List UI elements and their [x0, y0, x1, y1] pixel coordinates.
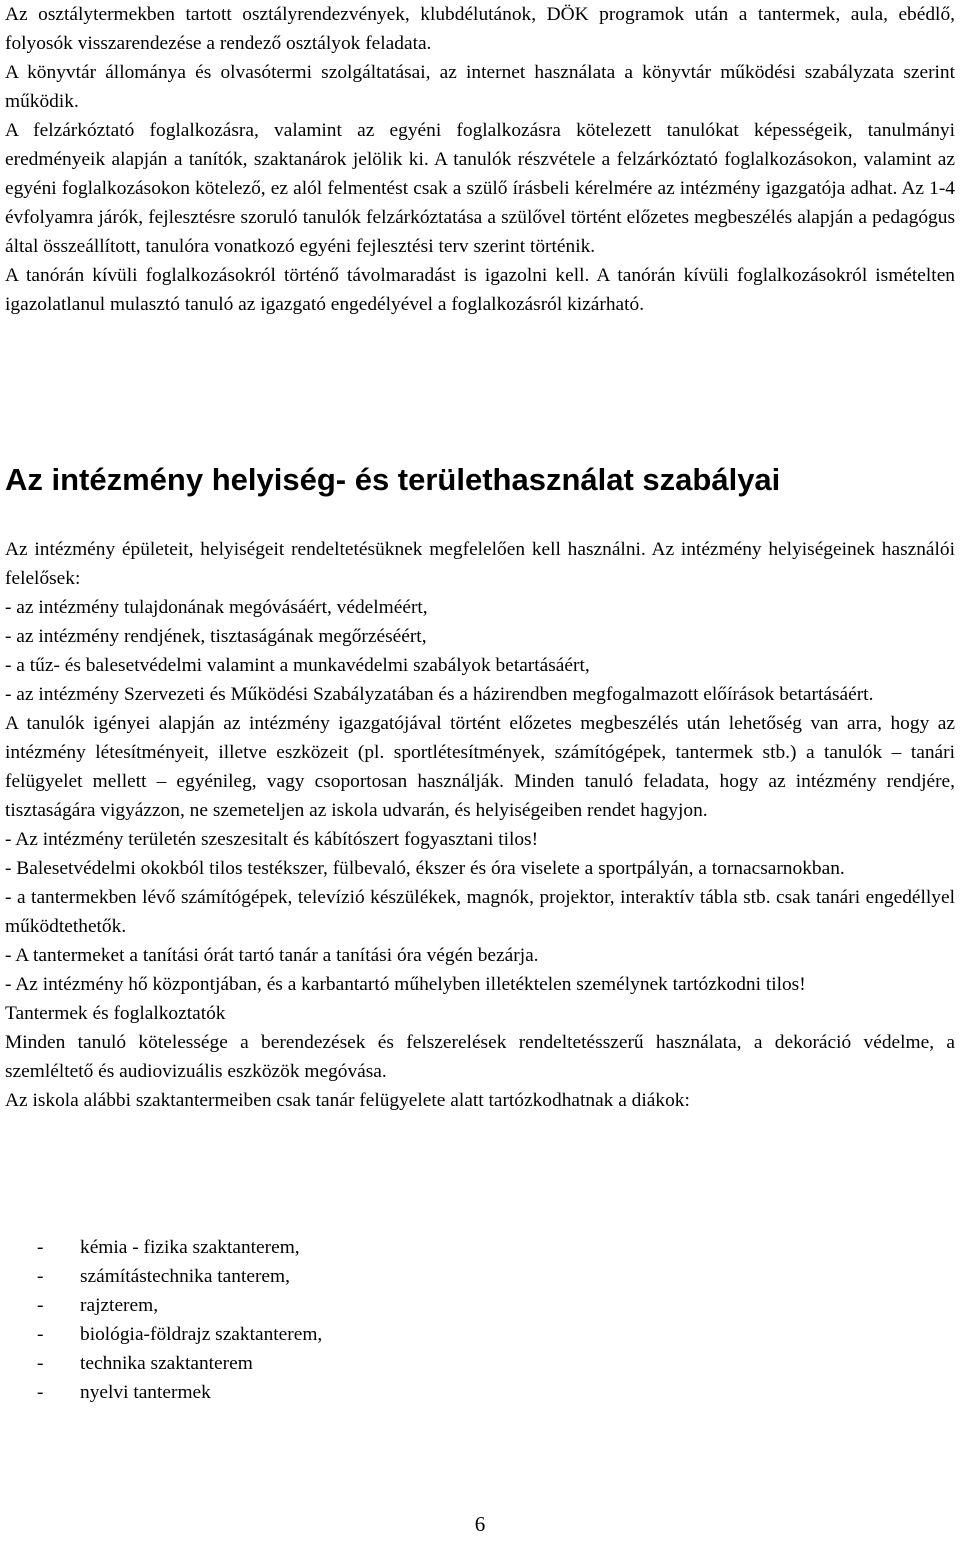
paragraph-absence: A tanórán kívüli foglalkozásokról történő távolmaradást is igazolni kell. A tanórán kívüli foglalkozásokról ismételten igazolatlanul mulasztó tanuló az igazgató engedélyével a foglalkozásról kizárható. [5, 265, 955, 315]
list-item-text: rajzterem, [80, 1295, 159, 1316]
facility-rules-section [5, 535, 955, 1115]
list-item [5, 1320, 905, 1349]
list-item-text: biológia-földrajz szaktanterem, [80, 1324, 323, 1345]
responsibility-item: - az intézmény rendjének, tisztaságának megőrzéséért, [5, 626, 427, 647]
list-item [5, 1349, 905, 1378]
list-dash: - [37, 1237, 44, 1258]
list-item [5, 1233, 905, 1262]
page-number: 6 [474, 1512, 486, 1536]
paragraph-building-use: Az intézmény épületeit, helyiségeit rendeltetésüknek megfelelően kell használni. Az intézmény helyiségeinek használói felelősek: [5, 539, 955, 589]
list-dash: - [37, 1353, 44, 1374]
specialist-rooms-list [5, 1233, 905, 1407]
responsibility-item: - az intézmény tulajdonának megóvásáért, védelméért, [5, 597, 428, 618]
rule-item: - Az intézmény területén szeszesitalt és kábítószert fogyasztani tilos! [5, 829, 539, 850]
subheading-classrooms: Tantermek és foglalkoztatók [5, 1003, 226, 1024]
section-heading: Az intézmény helyiség- és területhasználat szabályai [5, 462, 781, 497]
list-item-text: technika szaktanterem [80, 1353, 253, 1374]
list-item-text: kémia - fizika szaktanterem, [80, 1237, 300, 1258]
paragraph-library: A könyvtár állománya és olvasótermi szolgáltatásai, az internet használata a könyvtár működési szabályzata szerint működik. [5, 62, 955, 112]
paragraph-classroom-rearrangement: Az osztálytermekben tartott osztályrendezvények, klubdélutánok, DÖK programok után a tantermek, aula, ebédlő, folyosók visszarendezése a rendező osztályok feladata. [5, 4, 955, 54]
rule-item: - Balesetvédelmi okokból tilos testékszer, fülbevaló, ékszer és óra viselete a sportpályán, a tornacsarnokban. [5, 858, 845, 879]
rule-item: - a tantermekben lévő számítógépek, televízió készülékek, magnók, projektor, interaktív tábla stb. csak tanári engedéllyel működtethetők. [5, 887, 955, 937]
list-dash: - [37, 1295, 44, 1316]
list-item-text: számítástechnika tanterem, [80, 1266, 290, 1287]
paragraph-catch-up-sessions: A felzárkóztató foglalkozásra, valamint az egyéni foglalkozásra kötelezett tanulókat képességeik, tanulmányi eredményeik alapján a tanítók, szaktanárok jelölik ki. A tanulók részvétele a felzárkóztató foglalkozásokon, valamint az egyéni foglalkozásokon kötelező, ez alól felmentést csak a szülő írásbeli kérelmére az intézmény igazgatója adhat. Az 1-4 évfolyamra járók, fejlesztésre szoruló tanulók felzárkóztatása a szülővel történt előzetes megbeszélés alapján a pedagógus által összeállított, tanulóra vonatkozó egyéni fejlesztési terv szerint történik. [5, 120, 955, 257]
list-item [5, 1262, 905, 1291]
paragraph-specialist-rooms: Az iskola alábbi szaktantermeiben csak tanár felügyelete alatt tartózkodhatnak a diákok: [5, 1090, 690, 1111]
list-dash: - [37, 1382, 44, 1403]
list-dash: - [37, 1266, 44, 1287]
list-dash: - [37, 1324, 44, 1345]
responsibility-item: - az intézmény Szervezeti és Működési Szabályzatában és a házirendben megfogalmazott előírások betartásáért. [5, 684, 874, 705]
list-item [5, 1291, 905, 1320]
paragraph-equipment-duty: Minden tanuló kötelessége a berendezések és felszerelések rendeltetésszerű használata, a dekoráció védelme, a szemléltető és audiovizuális eszközök megóvása. [5, 1032, 955, 1082]
rule-item: - Az intézmény hő központjában, és a karbantartó műhelyben illetéktelen személynek tartózkodni tilos! [5, 974, 806, 995]
list-item-text: nyelvi tantermek [80, 1382, 211, 1403]
list-item [5, 1378, 905, 1407]
intro-section [5, 0, 955, 319]
paragraph-facility-usage: A tanulók igényei alapján az intézmény igazgatójával történt előzetes megbeszélés után lehetőség van arra, hogy az intézmény létesítményeit, illetve eszközeit (pl. sportlétesítmények, számítógépek, tantermek stb.) a tanulók – tanári felügyelet mellett – egyénileg, vagy csoportosan használják. Minden tanuló feladata, hogy az intézmény rendjére, tisztaságára vigyázzon, ne szemeteljen az iskola udvarán, és helyiségeiben rendet hagyjon. [5, 713, 955, 821]
responsibility-item: - a tűz- és balesetvédelmi valamint a munkavédelmi szabályok betartásáért, [5, 655, 590, 676]
rule-item: - A tantermeket a tanítási órát tartó tanár a tanítási óra végén bezárja. [5, 945, 539, 966]
